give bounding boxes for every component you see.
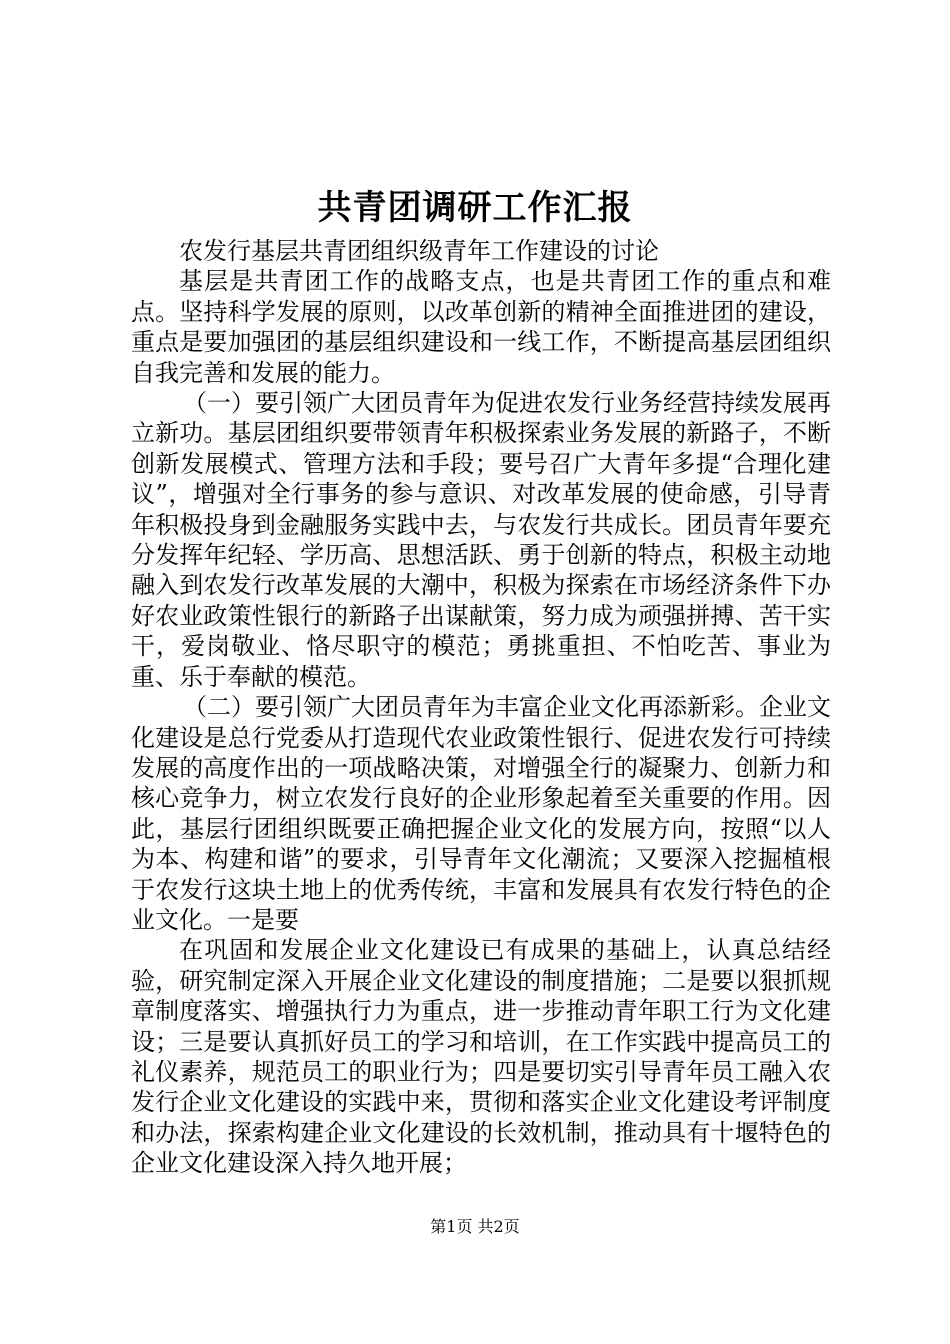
document-body [131, 236, 831, 1179]
paragraph-continuation: 在巩固和发展企业文化建设已有成果的基础上，认真总结经验，研究制定深入开展企业文化建设的制度措施；二是要以狠抓规章制度落实、增强执行力为重点，进一步推动青年职工行为文化建设；三是要认真抓好员工的学习和培训，在工作实践中提高员工的礼仪素养，规范员工的职业行为；四是要切实引导青年员工融入农发行企业文化建设的实践中来，贯彻和落实企业文化建设考评制度和办法，探索构建企业文化建设的长效机制，推动具有十堰特色的企业文化建设深入持久地开展； [131, 936, 831, 1178]
paragraph-subtitle: 农发行基层共青团组织级青年工作建设的讨论 [179, 237, 659, 265]
page-number-footer: 第1页 共2页 [430, 1217, 520, 1236]
document-title: 共青团调研工作汇报 [317, 188, 633, 228]
paragraph-intro: 基层是共青团工作的战略支点，也是共青团工作的重点和难点。坚持科学发展的原则，以改革创新的精神全面推进团的建设，重点是要加强团的基层组织建设和一线工作，不断提高基层团组织自我完善和发展的能力。 [131, 267, 831, 387]
paragraph-section-2: （二）要引领广大团员青年为丰富企业文化再添新彩。企业文化建设是总行党委从打造现代农业政策性银行、促进农发行可持续发展的高度作出的一项战略决策，对增强全行的凝聚力、创新力和核心竞争力，树立农发行良好的企业形象起着至关重要的作用。因此，基层行团组织既要正确把握企业文化的发展方向，按照“以人为本、构建和谐”的要求，引导青年文化潮流；又要深入挖掘植根于农发行这块土地上的优秀传统，丰富和发展具有农发行特色的企业文化。一是要 [131, 693, 831, 934]
paragraph-section-1: （一）要引领广大团员青年为促进农发行业务经营持续发展再立新功。基层团组织要带领青年积极探索业务发展的新路子，不断创新发展模式、管理方法和手段；要号召广大青年多提“合理化建议”，增强对全行事务的参与意识、对改革发展的使命感，引导青年积极投身到金融服务实践中去，与农发行共成长。团员青年要充分发挥年纪轻、学历高、思想活跃、勇于创新的特点，积极主动地融入到农发行改革发展的大潮中，积极为探索在市场经济条件下办好农业政策性银行的新路子出谋献策，努力成为顽强拼搏、苦干实干，爱岗敬业、恪尽职守的模范；勇挑重担、不怕吃苦、事业为重、乐于奉献的模范。 [131, 389, 831, 691]
